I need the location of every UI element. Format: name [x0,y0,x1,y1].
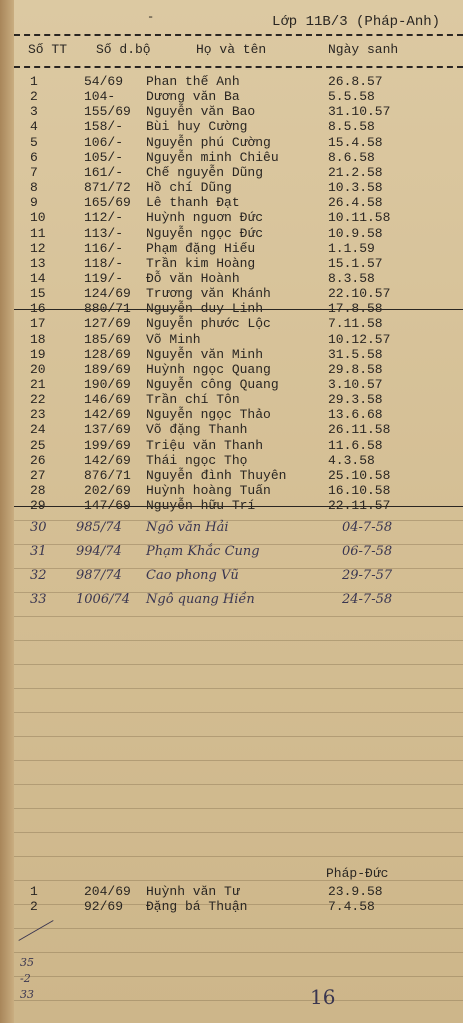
register-number: 189/69 [84,361,131,377]
ruled-line [14,856,463,857]
register-number: 124/69 [84,286,131,302]
table-row [0,271,463,286]
birth-date: 29.3.58 [328,392,383,408]
row-number: 26 [30,452,46,468]
row-number: 12 [30,240,46,256]
ruled-line [14,952,463,953]
table-row [0,150,463,165]
row-number: 20 [30,361,46,377]
birth-date: 4.3.58 [328,452,375,468]
table-row [0,568,463,583]
row-number: 17 [30,316,46,332]
register-number: 994/74 [76,544,122,559]
table-row [0,392,463,407]
table-row [0,180,463,195]
student-name: Thái ngọc Thọ [146,452,248,468]
birth-date: 23.9.58 [328,884,383,899]
birth-date: 10.11.58 [328,210,391,226]
student-name: Nguyễn văn Minh [146,346,264,362]
ruled-line [14,664,463,665]
birth-date: 1.1.59 [328,240,375,256]
birth-date: 26.11.58 [328,422,391,438]
birth-date: 22.11.57 [328,498,391,514]
student-name: Nguyễn đình Thuyên [146,467,287,483]
birth-date: 26.4.58 [328,195,383,211]
row-number: 25 [30,437,46,453]
student-name: Chế nguyễn Dũng [146,164,264,180]
student-name: Phạm Khắc Cung [146,544,260,559]
birth-date: 04-7-58 [342,520,393,535]
register-number: 204/69 [84,884,131,899]
table-row [0,256,463,271]
birth-date: 29.8.58 [328,361,383,377]
table-row [0,592,463,607]
birth-date: 24-7-58 [342,592,393,607]
table-row [0,884,463,899]
row-number: 9 [30,195,38,211]
birth-date: 10.3.58 [328,180,383,196]
register-number: 104- [84,89,116,105]
row-number: 1 [30,884,38,899]
register-number: 116/- [84,240,124,256]
ruled-line [14,736,463,737]
birth-date: 7.4.58 [328,899,375,914]
table-row [0,407,463,422]
student-name: Trần chí Tôn [146,392,240,408]
row-number: 27 [30,467,46,483]
student-name: Nguyễn ngọc Đức [146,225,264,241]
student-name: Lê thanh Đạt [146,195,240,211]
register-number: 155/69 [84,104,131,120]
row-number: 31 [30,544,47,559]
register-number: 880/71 [84,301,131,317]
student-name: Ngô văn Hải [146,520,229,535]
register-number: 54/69 [84,74,124,89]
student-name: Nguyễn minh Chiêu [146,149,279,165]
col-header-reg: Số d.bộ [96,42,151,57]
row-number: 7 [30,164,38,180]
header-dash-top [14,34,463,36]
student-name: Nguyễn công Quang [146,377,279,392]
row-number: 33 [30,592,47,607]
birth-date: 8.3.58 [328,270,375,286]
table-row [0,89,463,104]
birth-date: 16.10.58 [328,483,391,499]
student-name: Triệu văn Thanh [146,437,264,453]
row-number: 30 [30,520,47,535]
col-header-no: Số TT [28,42,68,57]
table-row [0,210,463,225]
table-row [0,483,463,498]
table-row [0,453,463,468]
row-number: 2 [30,89,38,105]
register-number: 185/69 [84,331,131,347]
register-number: 128/69 [84,346,131,362]
student-name: Hồ chí Dũng [146,180,232,196]
table-row [0,316,463,331]
register-number: 985/74 [76,520,122,535]
table-row [0,332,463,347]
row-number: 18 [30,331,46,347]
student-name: Võ Minh [146,331,201,347]
row-number: 21 [30,377,46,392]
register-number: 147/69 [84,498,131,514]
ruled-line [14,616,463,617]
ruled-line [14,928,463,929]
birth-date: 5.5.58 [328,89,375,105]
row-number: 23 [30,407,46,423]
register-number: 119/- [84,270,124,286]
row-number: 4 [30,119,38,135]
student-name: Nguyễn ngọc Thảo [146,407,271,423]
birth-date: 10.12.57 [328,331,391,347]
ruled-line [14,640,463,641]
row-number: 11 [30,225,46,241]
margin-note-line: 35 [20,956,34,969]
register-number: 190/69 [84,377,131,392]
row-number: 10 [30,210,46,226]
birth-date: 29-7-57 [342,568,393,583]
ruled-line [14,880,463,881]
row-number: 5 [30,134,38,150]
row-number: 16 [30,301,46,317]
section2-label: Pháp-Đức [326,866,389,881]
ruled-line [14,832,463,833]
table-row [0,241,463,256]
birth-date: 8.5.58 [328,119,375,135]
student-name: Huỳnh ngọc Quang [146,361,271,377]
birth-date: 8.6.58 [328,149,375,165]
student-name: Nguyễn phú Cường [146,134,271,150]
register-number: 1006/74 [76,592,131,607]
ruled-line [14,760,463,761]
table-row [0,195,463,210]
register-number: 113/- [84,225,124,241]
row-number: 32 [30,568,47,583]
table-row [0,362,463,377]
birth-date: 25.10.58 [328,467,391,483]
birth-date: 31.5.58 [328,346,383,362]
ruled-line [14,784,463,785]
birth-date: 17.8.58 [328,301,383,317]
student-name: Võ đặng Thanh [146,422,248,438]
table-row [0,520,463,535]
register-number: 871/72 [84,180,131,196]
row-number: 1 [30,74,38,89]
table-row [0,104,463,119]
register-number: 105/- [84,149,124,165]
student-name: Huỳnh văn Tư [146,884,240,899]
table-row [0,438,463,453]
table-row [0,119,463,134]
table-row [0,286,463,301]
student-name: Bùi huy Cường [146,119,248,135]
register-number: 165/69 [84,195,131,211]
student-name: Đặng bá Thuận [146,899,248,914]
row-number: 19 [30,346,46,362]
student-name: Nguyễn duy Linh [146,301,264,317]
table-row [0,226,463,241]
register-number: 158/- [84,119,124,135]
row-number: 28 [30,483,46,499]
row-number: 14 [30,270,46,286]
register-number: 161/- [84,164,124,180]
register-number: 127/69 [84,316,131,332]
birth-date: 26.8.57 [328,74,383,89]
birth-date: 7.11.58 [328,316,383,332]
row-number: 24 [30,422,46,438]
table-row [0,74,463,89]
strike-line [14,506,463,507]
register-number: 987/74 [76,568,122,583]
student-name: Phan thế Anh [146,74,240,89]
table-row [0,468,463,483]
header-dash-bottom [14,66,463,68]
row-number: 22 [30,392,46,408]
birth-date: 31.10.57 [328,104,391,120]
row-number: 13 [30,255,46,271]
student-name: Trương văn Khánh [146,286,271,302]
margin-note [20,955,34,1003]
student-name: Cao phong Vũ [146,568,239,583]
row-number: 15 [30,286,46,302]
register-number: 112/- [84,210,124,226]
table-row [0,422,463,437]
student-name: Huỳnh hoàng Tuấn [146,483,271,499]
margin-note-line: -2 [20,972,31,985]
birth-date: 10.9.58 [328,225,383,241]
col-header-name: Họ và tên [196,42,267,57]
birth-date: 13.6.68 [328,407,383,423]
class-title: Lớp 11B/3 (Pháp-Anh) [272,14,441,30]
register-number: 106/- [84,134,124,150]
birth-date: 15.1.57 [328,255,383,271]
birth-date: 3.10.57 [328,377,383,392]
birth-date: 21.2.58 [328,164,383,180]
margin-note-line: 33 [20,988,34,1001]
student-name: Dương văn Ba [146,89,240,105]
register-number: 92/69 [84,899,124,914]
table-row [0,165,463,180]
col-header-dob: Ngày sanh [328,42,399,57]
header-tick: - [147,10,155,24]
register-number: 142/69 [84,452,131,468]
student-name: Đỗ văn Hoành [146,270,240,286]
table-row [0,347,463,362]
table-row [0,899,463,914]
register-number: 146/69 [84,392,131,408]
register-number: 202/69 [84,483,131,499]
register-number: 118/- [84,255,124,271]
birth-date: 06-7-58 [342,544,393,559]
ruled-line [14,808,463,809]
register-number: 199/69 [84,437,131,453]
birth-date: 11.6.58 [328,437,383,453]
register-number: 876/71 [84,467,131,483]
student-name: Huỳnh nguơn Đức [146,210,264,226]
row-number: 2 [30,899,38,914]
birth-date: 22.10.57 [328,286,391,302]
margin-slash [18,920,53,941]
row-number: 3 [30,104,38,120]
table-row [0,544,463,559]
strike-line [14,309,463,310]
student-name: Ngô quang Hiền [146,592,255,607]
register-number: 137/69 [84,422,131,438]
register-number: 142/69 [84,407,131,423]
birth-date: 15.4.58 [328,134,383,150]
table-row [0,135,463,150]
row-number: 6 [30,149,38,165]
ruled-line [14,712,463,713]
student-name: Phạm đặng Hiếu [146,240,256,256]
page-number: 16 [310,985,336,1009]
student-name: Trần kim Hoàng [146,255,256,271]
ruled-line [14,976,463,977]
table-row [0,377,463,392]
student-name: Nguyễn phước Lộc [146,316,271,332]
row-number: 29 [30,498,46,514]
ruled-line [14,688,463,689]
student-name: Nguyễn hữu Trí [146,498,256,514]
student-name: Nguyễn văn Bao [146,104,256,120]
row-number: 8 [30,180,38,196]
ruled-line [14,1000,463,1001]
